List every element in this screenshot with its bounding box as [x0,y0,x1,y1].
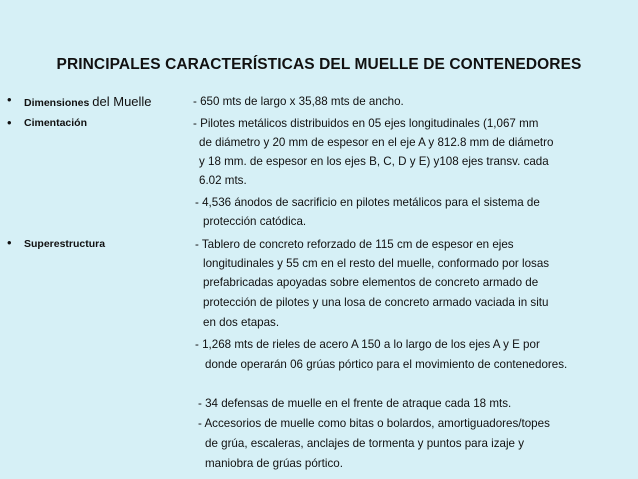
cimentacion-line-0: - Pilotes metálicos distribuidos en 05 ejes longitudinales (1,067 mm [193,117,539,130]
superestructura-line-4: en dos etapas. [203,316,280,329]
superestructura-line-3: protección de pilotes y una losa de concreto armado vaciada in situ [203,296,549,309]
superestructura-line-0: - Tablero de concreto reforzado de 115 cm de espesor en ejes [195,238,514,251]
label-cimentacion: Cimentación [24,117,88,129]
label-dimensiones-b: del Muelle [92,94,152,109]
bullet-superestructura: • [7,235,12,250]
label-dimensiones-a: Dimensiones [24,97,90,109]
superestructura-line-9: de grúa, escaleras, anclajes de tormenta y puntos para izaje y [205,437,525,450]
superestructura-line-6: donde operarán 06 grúas pórtico para el movimiento de contenedores. [205,358,568,371]
superestructura-line-1: longitudinales y 55 cm en el resto del muelle, conformado por losas [203,257,550,270]
superestructura-line-2: prefabricadas apoyadas sobre elementos de concreto armado de [203,276,539,289]
superestructura-line-5: - 1,268 mts de rieles de acero A 150 a lo largo de los ejes A y E por [195,338,540,351]
slide-title: PRINCIPALES CARACTERÍSTICAS DEL MUELLE DE CONTENEDORES [56,56,582,73]
label-superestructura: Superestructura [24,238,106,250]
cimentacion-line-1: de diámetro y 20 mm de espesor en el eje A y 812.8 mm de diámetro [199,136,554,149]
bullet-dimensiones: • [7,92,12,107]
cimentacion-line-3: 6.02 mts. [199,174,247,187]
bullet-cimentacion: • [7,115,12,130]
cimentacion-line-2: y 18 mm. de espesor en los ejes B, C, D y E) y108 ejes transv. cada [199,155,549,168]
dimensiones-line-0: - 650 mts de largo x 35,88 mts de ancho. [193,95,404,108]
superestructura-line-8: - Accesorios de muelle como bitas o bolardos, amortiguadores/topes [198,417,550,430]
superestructura-line-7: - 34 defensas de muelle en el frente de atraque cada 18 mts. [198,397,512,410]
cimentacion-line-5: protección catódica. [203,215,307,228]
superestructura-line-10: maniobra de grúas pórtico. [205,457,343,470]
label-dimensiones [24,94,152,109]
cimentacion-line-4: - 4,536 ánodos de sacrificio en pilotes metálicos para el sistema de [195,196,540,209]
